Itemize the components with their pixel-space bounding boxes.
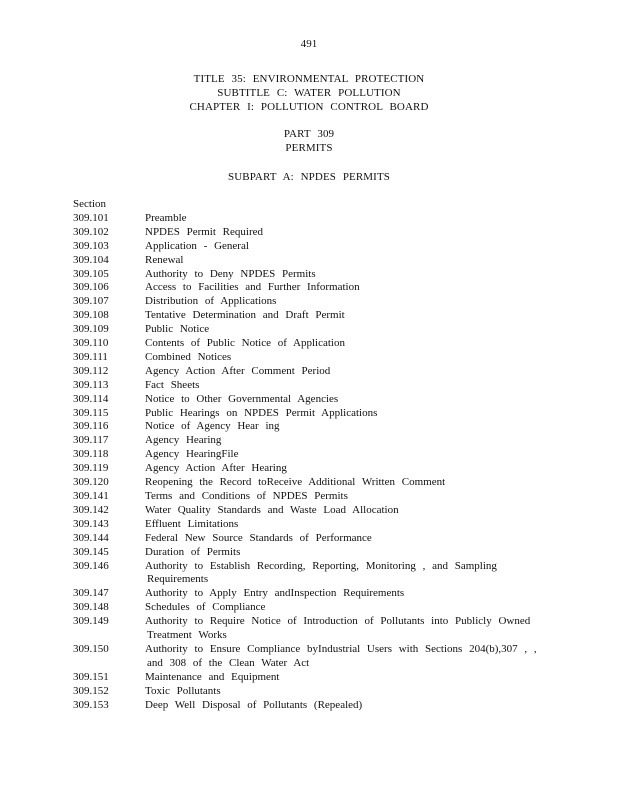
section-title-block [143,268,573,282]
section-number: 309.146 [73,559,109,572]
section-number: 309.113 [73,378,109,391]
section-number: 309.143 [73,517,109,530]
toc-row [73,407,573,421]
toc-row [73,254,573,268]
toc-row [73,309,573,323]
chapter-line: CHAPTER I: POLLUTION CONTROL BOARD [189,101,429,113]
section-title: Renewal [145,253,184,266]
toc-row [73,490,573,504]
section-title: Agency HearingFile [145,448,239,461]
toc-row [73,268,573,282]
toc-row [73,699,573,713]
section-title-block [143,615,573,643]
section-title: Authority to Apply Entry andInspection Requirements [145,587,405,600]
section-title-block [143,434,573,448]
subpart-heading: SUBPART A: NPDES PERMITS [228,171,390,183]
toc-row [73,587,573,601]
section-title-block [143,407,573,421]
section-title-block [143,685,573,699]
toc-row [73,532,573,546]
page-number: 491 [300,38,318,50]
section-number: 309.117 [73,434,109,447]
toc-row [73,476,573,490]
toc-row [73,337,573,351]
section-number: 309.114 [73,392,109,405]
section-number: 309.101 [73,211,109,224]
section-title-block [143,476,573,490]
section-title: Maintenance and Equipment [145,670,280,683]
part-block [0,127,618,155]
section-title-block [143,337,573,351]
section-title: Notice of Agency Hear ing [145,420,280,433]
section-title-block [143,490,573,504]
section-number: 309.145 [73,545,109,558]
section-title: Access to Facilities and Further Information [145,281,360,294]
section-title-block [143,448,573,462]
section-title-continuation: Requirements [147,573,209,586]
section-title: Deep Well Disposal of Pollutants (Repealed) [145,698,363,711]
section-title-block [143,393,573,407]
section-number: 309.149 [73,615,109,628]
section-title: NPDES Permit Required [145,225,263,238]
section-number: 309.103 [73,239,109,252]
section-number: 309.112 [73,364,109,377]
section-title: Distribution of Applications [145,295,277,308]
section-title-block [143,379,573,393]
toc-row [73,226,573,240]
section-number: 309.144 [73,531,109,544]
toc-row [73,420,573,434]
section-title-continuation: and 308 of the Clean Water Act [147,656,310,669]
toc-row [73,365,573,379]
section-title: Effluent Limitations [145,517,239,530]
section-title-block [143,351,573,365]
section-title: Federal New Source Standards of Performance [145,531,372,544]
section-number: 309.107 [73,295,109,308]
section-title: Application - General [145,239,249,252]
toc-row [73,560,573,588]
section-title: Agency Action After Hearing [145,462,287,475]
subtitle-line: SUBTITLE C: WATER POLLUTION [217,87,401,99]
section-number: 309.142 [73,503,109,516]
section-title-block [143,504,573,518]
section-title-block [143,699,573,713]
section-title-block [143,295,573,309]
section-number: 309.150 [73,642,109,655]
section-title-block [143,309,573,323]
section-number: 309.109 [73,323,109,336]
section-number: 309.110 [73,337,109,350]
section-title: Water Quality Standards and Waste Load Allocation [145,503,399,516]
toc-row [73,379,573,393]
section-title: Fact Sheets [145,378,200,391]
section-title-block [143,546,573,560]
toc-row [73,601,573,615]
section-title: Authority to Deny NPDES Permits [145,267,316,280]
section-title-block [143,226,573,240]
toc-row [73,671,573,685]
toc-row [73,295,573,309]
section-title-continuation: Treatment Works [147,629,227,642]
section-title: Public Notice [145,323,210,336]
section-number: 309.118 [73,448,109,461]
toc-row [73,351,573,365]
section-title: Terms and Conditions of NPDES Permits [145,490,348,503]
toc-row [73,212,573,226]
section-title: Contents of Public Notice of Application [145,337,345,350]
section-title: Tentative Determination and Draft Permit [145,309,345,322]
toc-row [73,281,573,295]
section-number: 309.151 [73,670,109,683]
title-line: TITLE 35: ENVIRONMENTAL PROTECTION [193,73,425,85]
section-title-block [143,365,573,379]
section-title: Reopening the Record toReceive Additional Written Comment [145,476,446,489]
section-number: 309.104 [73,253,109,266]
section-number: 309.106 [73,281,109,294]
section-number: 309.148 [73,601,109,614]
section-title-block [143,240,573,254]
toc-row [73,323,573,337]
section-title: Agency Hearing [145,434,222,447]
section-number: 309.111 [73,350,108,363]
toc-row [73,518,573,532]
section-title-block [143,281,573,295]
section-title-block [143,587,573,601]
section-title-block [143,671,573,685]
section-title: Toxic Pollutants [145,684,221,697]
section-title: Authority to Require Notice of Introduction of Pollutants into Publicly Owned [145,615,531,628]
table-of-contents [73,198,573,713]
section-title: Notice to Other Governmental Agencies [145,392,339,405]
section-title: Public Hearings on NPDES Permit Applications [145,406,378,419]
title-block [0,72,618,114]
section-title-block [143,601,573,615]
toc-row [73,240,573,254]
section-title: Combined Notices [145,350,232,363]
section-number: 309.116 [73,420,109,433]
section-number: 309.153 [73,698,109,711]
section-title: Duration of Permits [145,545,241,558]
section-title-block [143,462,573,476]
section-number: 309.115 [73,406,109,419]
toc-row [73,685,573,699]
section-title-block [143,643,573,671]
section-number: 309.102 [73,225,109,238]
section-number: 309.147 [73,587,109,600]
section-title-block [143,518,573,532]
section-title-block [143,420,573,434]
toc-row [73,448,573,462]
toc-row [73,434,573,448]
toc-section-heading: Section [73,198,106,210]
section-number: 309.120 [73,476,109,489]
section-number: 309.141 [73,490,109,503]
toc-row [73,643,573,671]
section-number: 309.108 [73,309,109,322]
section-title: Authority to Ensure Compliance byIndustrial Users with Sections 204(b),307 , , [145,642,537,655]
toc-row [73,615,573,643]
toc-row [73,546,573,560]
section-number: 309.105 [73,267,109,280]
section-title-block [143,254,573,268]
section-title-block [143,532,573,546]
toc-row [73,462,573,476]
section-number: 309.152 [73,684,109,697]
part-name: PERMITS [285,142,333,154]
section-title: Schedules of Compliance [145,601,266,614]
toc-row [73,504,573,518]
section-title-block [143,560,573,588]
part-number: PART 309 [283,128,335,140]
section-number: 309.119 [73,462,109,475]
toc-row [73,393,573,407]
section-title-block [143,212,573,226]
section-title-block [143,323,573,337]
section-title: Agency Action After Comment Period [145,364,331,377]
section-title: Preamble [145,211,187,224]
section-title: Authority to Establish Recording, Reporting, Monitoring , and Sampling [145,559,497,572]
